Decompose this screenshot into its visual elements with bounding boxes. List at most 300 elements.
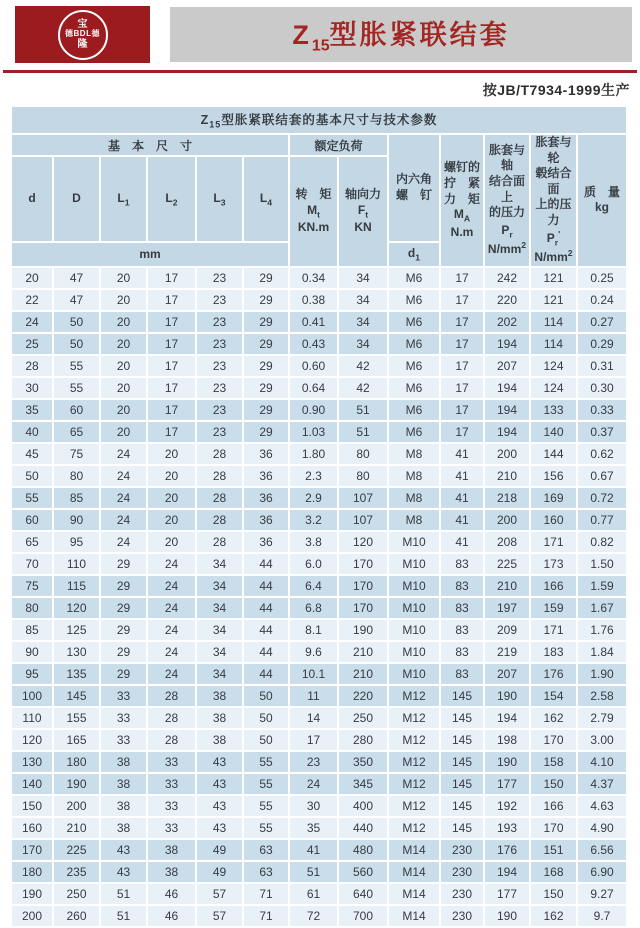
table-cell: 36 [244,466,290,488]
table-cell: 24 [148,576,197,598]
pr-shaft-symbol-base: P [501,222,510,237]
table-cell: 20 [148,444,197,466]
table-row [12,840,628,862]
table-row [12,642,628,664]
table-caption [12,107,628,135]
caption-row [12,107,628,135]
table-cell: 50 [244,686,290,708]
table-cell: 220 [485,290,531,312]
table-cell: 166 [531,576,578,598]
table-cell: 120 [54,598,101,620]
col-header-L2 [148,157,197,243]
table-cell: 43 [197,774,244,796]
table-row [12,862,628,884]
table-cell: 8.1 [290,620,339,642]
table-cell: 4.10 [578,752,628,774]
ma-symbol-base: M [453,207,464,222]
table-cell: 200 [485,444,531,466]
table-cell: 17 [148,290,197,312]
table-cell: M12 [389,708,441,730]
table-cell: 160 [531,510,578,532]
table-cell: 160 [12,818,54,840]
table-cell: 24 [290,774,339,796]
table-cell: 194 [485,708,531,730]
table-cell: 83 [441,642,485,664]
table-cell: 190 [339,620,389,642]
table-cell: 34 [339,312,389,334]
table-cell: 17 [148,400,197,422]
table-cell: 51 [290,862,339,884]
table-row [12,576,628,598]
table-cell: 29 [244,378,290,400]
table-cell: 80 [12,598,54,620]
table-cell: 34 [197,598,244,620]
table-cell: 34 [197,642,244,664]
table-cell: 3.00 [578,730,628,752]
table-cell: 150 [531,774,578,796]
table-cell: 30 [12,378,54,400]
table-cell: M12 [389,752,441,774]
pr-shaft-line3: 的压力 [488,205,525,220]
table-cell: 14 [290,708,339,730]
table-cell: 38 [197,708,244,730]
table-cell: 44 [244,598,290,620]
table-cell: 135 [54,664,101,686]
torque-symbol [290,203,337,221]
table-cell: 180 [12,862,54,884]
ma-line3: 力 矩 [443,191,480,206]
table-cell: 29 [101,664,148,686]
table-cell: 95 [54,532,101,554]
table-cell: 0.29 [578,334,628,356]
table-cell: 17 [441,334,485,356]
table-cell: 0.37 [578,422,628,444]
table-cell: 145 [441,708,485,730]
table-cell: 177 [485,774,531,796]
table-cell: 0.67 [578,466,628,488]
table-cell: 114 [531,312,578,334]
table-cell: 40 [12,422,54,444]
table-cell: 24 [101,510,148,532]
table-cell: 46 [148,906,197,928]
table-cell: 20 [101,334,148,356]
table-cell: 49 [197,862,244,884]
table-cell: 0.30 [578,378,628,400]
table-cell: 210 [339,664,389,686]
table-cell: 0.38 [290,290,339,312]
table-cell: 225 [485,554,531,576]
table-cell: 71 [244,884,290,906]
table-cell: M10 [389,664,441,686]
table-cell: 34 [197,664,244,686]
table-cell: 9.7 [578,906,628,928]
table-cell: 17 [441,378,485,400]
table-cell: 169 [531,488,578,510]
table-cell: 24 [148,642,197,664]
table-cell: 0.64 [290,378,339,400]
table-cell: 83 [441,576,485,598]
table-cell: 17 [148,312,197,334]
table-cell: 170 [531,730,578,752]
pr-hub-line1: 胀套与轮 [535,135,572,165]
table-cell: 121 [531,268,578,290]
axial-unit: KN [354,220,372,235]
table-cell: 145 [441,818,485,840]
table-cell: 41 [441,444,485,466]
table-row [12,400,628,422]
table-cell: 159 [531,598,578,620]
hex-screw-line1: 内六角 [395,172,432,187]
table-cell: 121 [531,290,578,312]
table-cell: 3.2 [290,510,339,532]
table-cell: 700 [339,906,389,928]
table-row [12,466,628,488]
table-cell: M6 [389,422,441,444]
table-cell: 11 [290,686,339,708]
table-cell: 9.6 [290,642,339,664]
table-cell: 2.58 [578,686,628,708]
table-cell: 145 [441,796,485,818]
table-cell: 400 [339,796,389,818]
table-cell: 1.80 [290,444,339,466]
brand-seal-icon [58,10,108,60]
col-header-L3 [197,157,244,243]
table-cell: 0.33 [578,400,628,422]
table-cell: M12 [389,796,441,818]
pr-shaft-symbol-sub: r [509,229,513,240]
table-cell: 24 [148,620,197,642]
ma-line1: 螺钉的 [443,160,480,175]
table-cell: 130 [54,642,101,664]
table-cell: 23 [197,378,244,400]
table-cell: 24 [101,466,148,488]
table-cell: 230 [441,840,485,862]
table-cell: 38 [197,686,244,708]
table-cell: M6 [389,356,441,378]
table-cell: 34 [197,620,244,642]
table-cell: 145 [441,752,485,774]
table-cell: M6 [389,400,441,422]
table-cell: 209 [485,620,531,642]
table-cell: 35 [290,818,339,840]
table-cell: 210 [54,818,101,840]
table-cell: 151 [531,840,578,862]
table-cell: 17 [441,268,485,290]
table-cell: 260 [54,906,101,928]
table-row [12,378,628,400]
axial-label: 轴向力 [344,186,381,201]
table-cell: 36 [244,510,290,532]
seal-middle-text: 德BDL德 [65,29,100,39]
table-cell: 44 [244,576,290,598]
table-cell: 4.63 [578,796,628,818]
col-header-hex-screw [389,135,441,243]
table-cell: 124 [531,378,578,400]
pr-hub-line3: 上的压力 [535,197,572,227]
torque-unit: KN.m [297,220,330,235]
table-cell: 85 [54,488,101,510]
ma-symbol-sub: A [463,213,471,224]
table-cell: 44 [244,642,290,664]
table-cell: 345 [339,774,389,796]
table-cell: 60 [12,510,54,532]
table-cell: 90 [12,642,54,664]
table-cell: 1.59 [578,576,628,598]
table-cell: 165 [54,730,101,752]
group-rated-load: 额定负荷 [290,135,389,157]
table-cell: 235 [54,862,101,884]
table-cell: 20 [101,290,148,312]
table-cell: 29 [244,268,290,290]
table-cell: 6.90 [578,862,628,884]
table-cell: 197 [485,598,531,620]
table-cell: 23 [197,400,244,422]
ma-symbol [441,207,483,225]
table-cell: 150 [12,796,54,818]
table-cell: 100 [12,686,54,708]
table-cell: 0.34 [290,268,339,290]
pr-hub-symbol-sup: ' [558,228,561,239]
table-cell: 50 [12,466,54,488]
table-cell: 51 [339,422,389,444]
title-subscript: 15 [311,37,330,55]
col-header-d1 [389,243,441,268]
table-cell: 125 [54,620,101,642]
table-cell: 28 [197,532,244,554]
table-cell: 20 [101,378,148,400]
table-cell: 155 [54,708,101,730]
table-cell: 190 [54,774,101,796]
table-cell: 33 [101,730,148,752]
caption-prefix: Z [200,113,210,128]
table-cell: 230 [441,906,485,928]
table-cell: M8 [389,488,441,510]
group-basic-dimensions: 基 本 尺 寸 [12,135,290,157]
table-cell: 1.03 [290,422,339,444]
col-header-D [54,157,101,243]
table-cell: 17 [290,730,339,752]
pr-shaft-line2: 结合面上 [488,173,525,204]
table-cell: 33 [148,796,197,818]
table-cell: 166 [531,796,578,818]
table-cell: 20 [101,422,148,444]
table-cell: 55 [12,488,54,510]
table-cell: 114 [531,334,578,356]
table-cell: 207 [485,356,531,378]
table-cell: 183 [531,642,578,664]
axial-symbol-base: F [357,202,366,217]
table-cell: 29 [244,312,290,334]
table-cell: 43 [197,818,244,840]
pr-hub-line2: 毂结合面 [535,166,572,196]
table-cell: 33 [101,708,148,730]
table-cell: 33 [148,752,197,774]
table-cell: 1.67 [578,598,628,620]
table-cell: 0.60 [290,356,339,378]
col-header-d [12,157,54,243]
table-cell: 23 [197,312,244,334]
table-cell: 22 [12,290,54,312]
d1-sub: 1 [415,252,421,263]
table-cell: 51 [339,400,389,422]
table-cell: M6 [389,312,441,334]
table-cell: 9.27 [578,884,628,906]
table-cell: 207 [485,664,531,686]
table-cell: 168 [531,862,578,884]
table-cell: 33 [148,774,197,796]
table-cell: 202 [485,312,531,334]
table-cell: 72 [290,906,339,928]
col-header-tightening-torque [441,135,485,268]
table-cell: 70 [12,554,54,576]
table-row [12,752,628,774]
table-cell: 115 [54,576,101,598]
table-cell: 110 [54,554,101,576]
table-cell: 4.37 [578,774,628,796]
table-cell: 1.90 [578,664,628,686]
table-cell: 2.79 [578,708,628,730]
table-cell: 170 [339,598,389,620]
table-cell: 36 [244,444,290,466]
table-cell: 36 [244,488,290,510]
table-cell: 280 [339,730,389,752]
dim-L1-base: L [117,190,125,205]
table-cell: 30 [290,796,339,818]
table-cell: M14 [389,862,441,884]
pr-hub-symbol-base: P [546,230,555,245]
col-header-axial-force [339,157,389,268]
table-cell: 3.8 [290,532,339,554]
table-cell: 29 [101,620,148,642]
table-cell: 145 [441,730,485,752]
table-cell: 55 [244,774,290,796]
table-row [12,686,628,708]
ma-unit: N.m [450,224,474,239]
torque-label: 转 矩 [295,186,332,201]
table-cell: 24 [148,598,197,620]
table-cell: 33 [101,686,148,708]
table-cell: 34 [339,290,389,312]
table-cell: 23 [197,356,244,378]
table-cell: 198 [485,730,531,752]
standard-note: 按JB/T7934-1999生产 [482,82,630,98]
table-row [12,906,628,928]
table-cell: 144 [531,444,578,466]
table-row [12,312,628,334]
table-cell: M10 [389,642,441,664]
table-cell: 190 [485,686,531,708]
table-cell: 200 [54,796,101,818]
table-row [12,664,628,686]
table-cell: 55 [244,752,290,774]
hex-screw-line2: 螺 钉 [395,187,432,202]
table-cell: 63 [244,862,290,884]
table-cell: 28 [197,466,244,488]
table-cell: 85 [12,620,54,642]
table-cell: 38 [101,752,148,774]
axial-symbol-sub: t [365,208,369,219]
table-cell: 38 [148,862,197,884]
dim-d-base: d [28,190,36,205]
table-cell: 17 [441,312,485,334]
table-row [12,598,628,620]
ma-line2: 拧 紧 [443,175,480,190]
table-row [12,884,628,906]
table-cell: 2.3 [290,466,339,488]
table-row [12,796,628,818]
table-cell: 156 [531,466,578,488]
table-cell: 50 [54,334,101,356]
table-cell: 124 [531,356,578,378]
table-cell: 28 [12,356,54,378]
table-cell: 0.77 [578,510,628,532]
title-suffix: 型胀紧联结套 [329,20,510,51]
table-cell: 71 [244,906,290,928]
table-cell: 150 [531,884,578,906]
table-cell: M14 [389,884,441,906]
table-cell: 173 [531,554,578,576]
table-cell: 38 [101,818,148,840]
table-cell: 65 [54,422,101,444]
table-cell: 47 [54,268,101,290]
table-cell: 210 [485,576,531,598]
table-cell: M12 [389,774,441,796]
group-header-row [12,135,628,157]
table-cell: 192 [485,796,531,818]
table-cell: M14 [389,906,441,928]
pr-shaft-unit-sup: 2 [521,240,527,251]
table-cell: 29 [244,334,290,356]
table-cell: 75 [12,576,54,598]
table-cell: 17 [148,356,197,378]
table-cell: 50 [54,312,101,334]
table-cell: 60 [54,400,101,422]
table-cell: 219 [485,642,531,664]
table-cell: 480 [339,840,389,862]
table-cell: 10.1 [290,664,339,686]
table-cell: 35 [12,400,54,422]
col-header-L4 [244,157,290,243]
table-cell: 28 [148,686,197,708]
table-cell: 50 [244,730,290,752]
table-cell: 29 [101,598,148,620]
table-cell: 25 [12,334,54,356]
table-cell: 0.62 [578,444,628,466]
col-header-mass [578,135,628,268]
table-cell: 28 [197,488,244,510]
table-cell: 29 [101,642,148,664]
table-cell: M12 [389,730,441,752]
table-cell: 208 [485,532,531,554]
table-cell: M6 [389,290,441,312]
table-cell: 55 [54,356,101,378]
table-cell: 24 [101,488,148,510]
table-cell: 145 [441,774,485,796]
table-cell: M8 [389,510,441,532]
table-row [12,620,628,642]
table-cell: 49 [197,840,244,862]
table-cell: 0.25 [578,268,628,290]
torque-symbol-sub: t [317,208,320,219]
table-cell: 145 [441,686,485,708]
table-cell: 28 [148,730,197,752]
mass-unit: kg [594,200,609,215]
pr-hub-unit-sup: 2 [567,248,573,259]
table-cell: 23 [197,290,244,312]
table-cell: 176 [531,664,578,686]
table-cell: 29 [101,554,148,576]
table-cell: M8 [389,444,441,466]
